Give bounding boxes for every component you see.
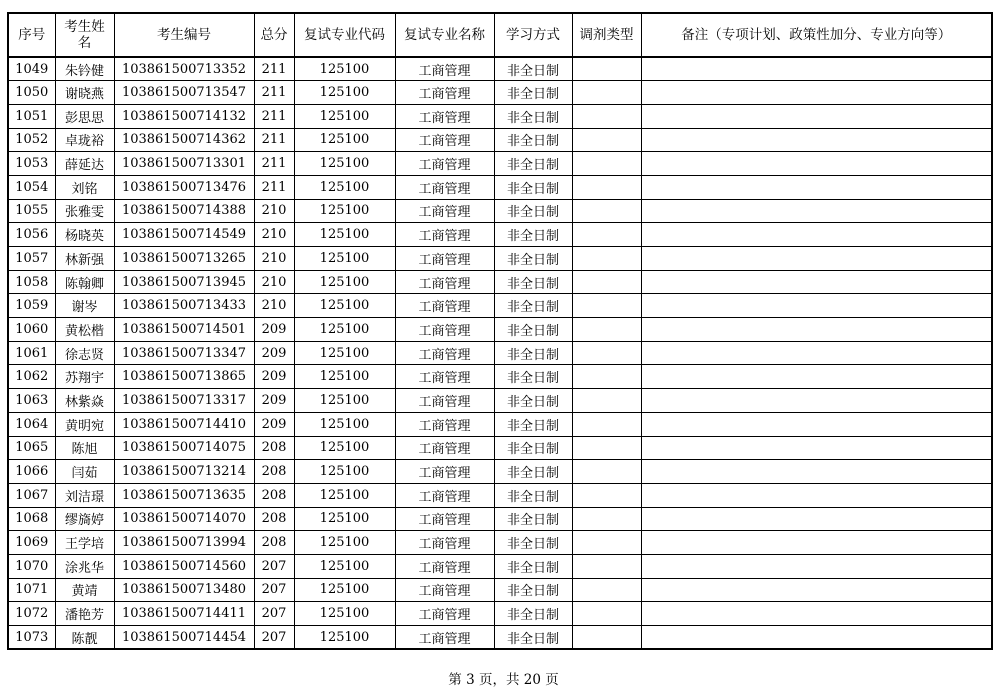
cell-total-score: 208	[254, 531, 294, 555]
cell-exam-id: 103861500714501	[114, 318, 254, 342]
cell-study-mode: 非全日制	[494, 389, 572, 413]
cell-major-code: 125100	[294, 460, 395, 484]
cell-seq: 1060	[8, 318, 55, 342]
cell-transfer-type	[572, 175, 641, 199]
cell-remarks	[641, 436, 992, 460]
table-row	[8, 460, 992, 484]
cell-study-mode: 非全日制	[494, 128, 572, 152]
cell-study-mode: 非全日制	[494, 223, 572, 247]
cell-seq: 1054	[8, 175, 55, 199]
cell-transfer-type	[572, 223, 641, 247]
cell-name: 缪旖婷	[55, 507, 114, 531]
cell-major-code: 125100	[294, 270, 395, 294]
cell-major-name: 工商管理	[395, 57, 494, 81]
cell-exam-id: 103861500713476	[114, 175, 254, 199]
cell-major-name: 工商管理	[395, 294, 494, 318]
cell-seq: 1050	[8, 81, 55, 105]
table-row	[8, 341, 992, 365]
cell-study-mode: 非全日制	[494, 507, 572, 531]
cell-transfer-type	[572, 531, 641, 555]
cell-remarks	[641, 389, 992, 413]
col-header-remarks: 备注（专项计划、政策性加分、专业方向等）	[641, 13, 992, 57]
cell-major-name: 工商管理	[395, 341, 494, 365]
table-row	[8, 507, 992, 531]
cell-exam-id: 103861500713994	[114, 531, 254, 555]
cell-major-code: 125100	[294, 626, 395, 650]
cell-study-mode: 非全日制	[494, 104, 572, 128]
cell-major-code: 125100	[294, 318, 395, 342]
cell-total-score: 207	[254, 626, 294, 650]
cell-major-code: 125100	[294, 389, 395, 413]
cell-exam-id: 103861500714560	[114, 554, 254, 578]
cell-major-name: 工商管理	[395, 412, 494, 436]
table-row	[8, 270, 992, 294]
table-row	[8, 412, 992, 436]
cell-seq: 1064	[8, 412, 55, 436]
cell-exam-id: 103861500713480	[114, 578, 254, 602]
cell-name: 卓珑裕	[55, 128, 114, 152]
col-header-seq: 序号	[8, 13, 55, 57]
cell-transfer-type	[572, 199, 641, 223]
cell-total-score: 210	[254, 270, 294, 294]
cell-exam-id: 103861500713347	[114, 341, 254, 365]
cell-major-code: 125100	[294, 247, 395, 271]
cell-name: 徐志贤	[55, 341, 114, 365]
cell-name: 黄松楷	[55, 318, 114, 342]
admission-list-table	[7, 12, 993, 650]
cell-total-score: 209	[254, 341, 294, 365]
cell-seq: 1066	[8, 460, 55, 484]
cell-study-mode: 非全日制	[494, 57, 572, 81]
table-row	[8, 247, 992, 271]
cell-name: 彭思思	[55, 104, 114, 128]
cell-remarks	[641, 554, 992, 578]
page-number-text: 第 3 页，共 20 页	[448, 672, 559, 688]
cell-transfer-type	[572, 152, 641, 176]
col-header-exam-id: 考生编号	[114, 13, 254, 57]
cell-major-name: 工商管理	[395, 507, 494, 531]
table-row	[8, 483, 992, 507]
cell-study-mode: 非全日制	[494, 531, 572, 555]
table-row	[8, 626, 992, 650]
cell-major-code: 125100	[294, 57, 395, 81]
cell-name: 闫茹	[55, 460, 114, 484]
cell-seq: 1065	[8, 436, 55, 460]
cell-study-mode: 非全日制	[494, 81, 572, 105]
cell-transfer-type	[572, 483, 641, 507]
cell-remarks	[641, 460, 992, 484]
cell-transfer-type	[572, 341, 641, 365]
cell-exam-id: 103861500713865	[114, 365, 254, 389]
cell-transfer-type	[572, 128, 641, 152]
cell-seq: 1072	[8, 602, 55, 626]
cell-study-mode: 非全日制	[494, 602, 572, 626]
cell-study-mode: 非全日制	[494, 554, 572, 578]
col-header-study-mode: 学习方式	[494, 13, 572, 57]
cell-major-code: 125100	[294, 578, 395, 602]
table-row	[8, 436, 992, 460]
cell-major-name: 工商管理	[395, 602, 494, 626]
cell-seq: 1061	[8, 341, 55, 365]
cell-name: 张雅雯	[55, 199, 114, 223]
cell-study-mode: 非全日制	[494, 341, 572, 365]
cell-remarks	[641, 270, 992, 294]
cell-total-score: 210	[254, 199, 294, 223]
cell-name: 陈旭	[55, 436, 114, 460]
table-body	[8, 57, 992, 649]
cell-transfer-type	[572, 318, 641, 342]
cell-seq: 1063	[8, 389, 55, 413]
cell-remarks	[641, 626, 992, 650]
cell-remarks	[641, 507, 992, 531]
page-footer	[0, 668, 1007, 688]
cell-transfer-type	[572, 436, 641, 460]
table-row	[8, 175, 992, 199]
cell-remarks	[641, 412, 992, 436]
cell-exam-id: 103861500714454	[114, 626, 254, 650]
cell-seq: 1052	[8, 128, 55, 152]
cell-major-name: 工商管理	[395, 81, 494, 105]
cell-seq: 1069	[8, 531, 55, 555]
cell-major-code: 125100	[294, 104, 395, 128]
cell-seq: 1073	[8, 626, 55, 650]
cell-transfer-type	[572, 602, 641, 626]
cell-total-score: 208	[254, 507, 294, 531]
cell-major-name: 工商管理	[395, 247, 494, 271]
cell-name: 刘铭	[55, 175, 114, 199]
cell-study-mode: 非全日制	[494, 436, 572, 460]
cell-seq: 1067	[8, 483, 55, 507]
cell-study-mode: 非全日制	[494, 365, 572, 389]
cell-transfer-type	[572, 412, 641, 436]
cell-total-score: 210	[254, 294, 294, 318]
cell-major-name: 工商管理	[395, 199, 494, 223]
cell-major-code: 125100	[294, 199, 395, 223]
cell-study-mode: 非全日制	[494, 318, 572, 342]
cell-study-mode: 非全日制	[494, 199, 572, 223]
cell-transfer-type	[572, 294, 641, 318]
cell-total-score: 209	[254, 412, 294, 436]
cell-major-name: 工商管理	[395, 270, 494, 294]
cell-remarks	[641, 175, 992, 199]
cell-transfer-type	[572, 554, 641, 578]
cell-study-mode: 非全日制	[494, 412, 572, 436]
col-header-transfer-type: 调剂类型	[572, 13, 641, 57]
cell-remarks	[641, 578, 992, 602]
cell-name: 涂兆华	[55, 554, 114, 578]
table-row	[8, 578, 992, 602]
cell-seq: 1068	[8, 507, 55, 531]
table-row	[8, 128, 992, 152]
cell-total-score: 207	[254, 602, 294, 626]
header-row	[8, 13, 992, 57]
cell-total-score: 208	[254, 483, 294, 507]
cell-remarks	[641, 81, 992, 105]
table-row	[8, 199, 992, 223]
cell-major-code: 125100	[294, 554, 395, 578]
cell-remarks	[641, 199, 992, 223]
cell-name: 杨晓英	[55, 223, 114, 247]
table-row	[8, 531, 992, 555]
cell-name: 陈靓	[55, 626, 114, 650]
cell-remarks	[641, 247, 992, 271]
cell-major-code: 125100	[294, 436, 395, 460]
cell-total-score: 211	[254, 104, 294, 128]
table-row	[8, 81, 992, 105]
table-row	[8, 365, 992, 389]
cell-transfer-type	[572, 507, 641, 531]
cell-name: 谢晓燕	[55, 81, 114, 105]
cell-major-code: 125100	[294, 223, 395, 247]
cell-total-score: 209	[254, 389, 294, 413]
cell-exam-id: 103861500714070	[114, 507, 254, 531]
col-header-major-name: 复试专业名称	[395, 13, 494, 57]
cell-seq: 1055	[8, 199, 55, 223]
cell-total-score: 208	[254, 460, 294, 484]
cell-major-name: 工商管理	[395, 223, 494, 247]
cell-seq: 1051	[8, 104, 55, 128]
cell-exam-id: 103861500713547	[114, 81, 254, 105]
cell-remarks	[641, 602, 992, 626]
cell-exam-id: 103861500714388	[114, 199, 254, 223]
cell-major-code: 125100	[294, 412, 395, 436]
cell-study-mode: 非全日制	[494, 175, 572, 199]
cell-seq: 1071	[8, 578, 55, 602]
cell-name: 潘艳芳	[55, 602, 114, 626]
cell-major-code: 125100	[294, 81, 395, 105]
col-header-name: 考生姓名	[55, 13, 114, 57]
table-row	[8, 318, 992, 342]
cell-study-mode: 非全日制	[494, 152, 572, 176]
cell-exam-id: 103861500714411	[114, 602, 254, 626]
cell-name: 黄靖	[55, 578, 114, 602]
cell-major-name: 工商管理	[395, 483, 494, 507]
cell-transfer-type	[572, 81, 641, 105]
cell-major-name: 工商管理	[395, 531, 494, 555]
cell-total-score: 211	[254, 81, 294, 105]
cell-total-score: 211	[254, 175, 294, 199]
table-row	[8, 57, 992, 81]
cell-remarks	[641, 318, 992, 342]
cell-exam-id: 103861500714362	[114, 128, 254, 152]
cell-remarks	[641, 341, 992, 365]
cell-seq: 1053	[8, 152, 55, 176]
cell-major-name: 工商管理	[395, 460, 494, 484]
cell-major-code: 125100	[294, 294, 395, 318]
cell-seq: 1049	[8, 57, 55, 81]
cell-major-name: 工商管理	[395, 554, 494, 578]
cell-name: 苏翔宇	[55, 365, 114, 389]
cell-total-score: 208	[254, 436, 294, 460]
cell-total-score: 210	[254, 223, 294, 247]
col-header-major-code: 复试专业代码	[294, 13, 395, 57]
cell-name: 刘洁璟	[55, 483, 114, 507]
cell-transfer-type	[572, 57, 641, 81]
cell-total-score: 207	[254, 554, 294, 578]
cell-exam-id: 103861500713352	[114, 57, 254, 81]
cell-exam-id: 103861500714549	[114, 223, 254, 247]
cell-major-code: 125100	[294, 507, 395, 531]
cell-major-code: 125100	[294, 128, 395, 152]
cell-exam-id: 103861500713945	[114, 270, 254, 294]
table-row	[8, 223, 992, 247]
table-row	[8, 152, 992, 176]
cell-major-name: 工商管理	[395, 389, 494, 413]
cell-major-code: 125100	[294, 175, 395, 199]
cell-transfer-type	[572, 626, 641, 650]
cell-total-score: 209	[254, 318, 294, 342]
cell-seq: 1057	[8, 247, 55, 271]
cell-major-name: 工商管理	[395, 578, 494, 602]
cell-name: 林新强	[55, 247, 114, 271]
cell-seq: 1059	[8, 294, 55, 318]
cell-major-name: 工商管理	[395, 104, 494, 128]
cell-exam-id: 103861500713214	[114, 460, 254, 484]
cell-remarks	[641, 365, 992, 389]
cell-total-score: 211	[254, 128, 294, 152]
cell-remarks	[641, 152, 992, 176]
cell-exam-id: 103861500713433	[114, 294, 254, 318]
cell-remarks	[641, 57, 992, 81]
cell-transfer-type	[572, 460, 641, 484]
cell-seq: 1062	[8, 365, 55, 389]
cell-transfer-type	[572, 365, 641, 389]
cell-major-code: 125100	[294, 365, 395, 389]
cell-exam-id: 103861500714075	[114, 436, 254, 460]
cell-exam-id: 103861500714132	[114, 104, 254, 128]
cell-total-score: 211	[254, 57, 294, 81]
table-row	[8, 389, 992, 413]
cell-study-mode: 非全日制	[494, 460, 572, 484]
cell-major-code: 125100	[294, 152, 395, 176]
cell-study-mode: 非全日制	[494, 270, 572, 294]
cell-name: 林紫焱	[55, 389, 114, 413]
cell-major-name: 工商管理	[395, 436, 494, 460]
cell-seq: 1070	[8, 554, 55, 578]
cell-name: 黄明宛	[55, 412, 114, 436]
cell-major-name: 工商管理	[395, 318, 494, 342]
cell-exam-id: 103861500713265	[114, 247, 254, 271]
cell-exam-id: 103861500713301	[114, 152, 254, 176]
cell-major-code: 125100	[294, 483, 395, 507]
cell-transfer-type	[572, 104, 641, 128]
cell-remarks	[641, 223, 992, 247]
cell-seq: 1056	[8, 223, 55, 247]
cell-major-name: 工商管理	[395, 175, 494, 199]
cell-name: 王学培	[55, 531, 114, 555]
cell-transfer-type	[572, 270, 641, 294]
cell-major-name: 工商管理	[395, 152, 494, 176]
cell-major-code: 125100	[294, 602, 395, 626]
cell-major-code: 125100	[294, 531, 395, 555]
cell-study-mode: 非全日制	[494, 626, 572, 650]
table-row	[8, 554, 992, 578]
col-header-total-score: 总分	[254, 13, 294, 57]
cell-remarks	[641, 531, 992, 555]
cell-study-mode: 非全日制	[494, 578, 572, 602]
cell-remarks	[641, 483, 992, 507]
cell-major-name: 工商管理	[395, 365, 494, 389]
cell-exam-id: 103861500714410	[114, 412, 254, 436]
cell-name: 谢岑	[55, 294, 114, 318]
cell-transfer-type	[572, 578, 641, 602]
table-row	[8, 294, 992, 318]
cell-remarks	[641, 104, 992, 128]
cell-exam-id: 103861500713635	[114, 483, 254, 507]
table-row	[8, 104, 992, 128]
cell-total-score: 210	[254, 247, 294, 271]
cell-exam-id: 103861500713317	[114, 389, 254, 413]
cell-major-code: 125100	[294, 341, 395, 365]
cell-name: 陈翰卿	[55, 270, 114, 294]
cell-name: 薛延达	[55, 152, 114, 176]
cell-total-score: 209	[254, 365, 294, 389]
cell-study-mode: 非全日制	[494, 294, 572, 318]
cell-total-score: 211	[254, 152, 294, 176]
cell-study-mode: 非全日制	[494, 247, 572, 271]
cell-transfer-type	[572, 389, 641, 413]
cell-seq: 1058	[8, 270, 55, 294]
cell-total-score: 207	[254, 578, 294, 602]
cell-transfer-type	[572, 247, 641, 271]
cell-remarks	[641, 128, 992, 152]
cell-name: 朱钤健	[55, 57, 114, 81]
table-row	[8, 602, 992, 626]
cell-major-name: 工商管理	[395, 128, 494, 152]
cell-major-name: 工商管理	[395, 626, 494, 650]
cell-remarks	[641, 294, 992, 318]
cell-study-mode: 非全日制	[494, 483, 572, 507]
